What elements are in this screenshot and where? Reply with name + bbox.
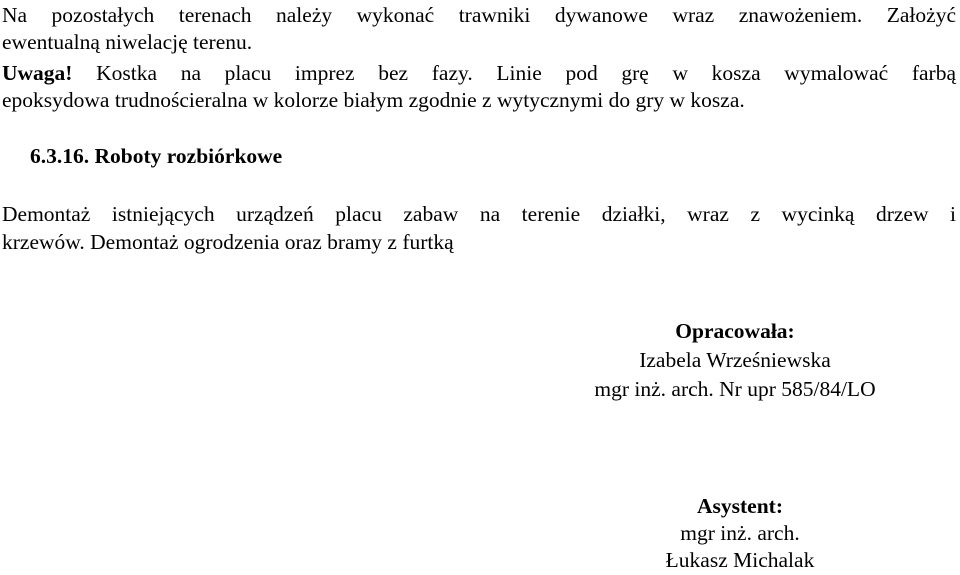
warning-label: Uwaga! — [2, 61, 73, 85]
prepared-by-label: Opracowała: — [675, 319, 795, 343]
paragraph1-line2: ewentualną niwelację terenu. — [2, 30, 253, 54]
prepared-by-credentials: mgr inż. arch. Nr upr 585/84/LO — [594, 377, 876, 401]
paragraph1-line1: Na pozostałych terenach należy wykonać trawniki dywanowe wraz znawożeniem. Założyć — [2, 3, 956, 27]
assistant-label: Asystent: — [697, 494, 783, 518]
prepared-by-name: Izabela Wrześniewska — [639, 348, 831, 372]
section-heading: 6.3.16. Roboty rozbiórkowe — [30, 144, 283, 168]
paragraph2-line2: epoksydowa trudnościeralna w kolorze białym zgodnie z wytycznymi do gry w kosza. — [2, 88, 745, 112]
assistant-name: Łukasz Michalak — [665, 548, 815, 572]
paragraph2-line1-text: Kostka na placu imprez bez fazy. Linie pod grę w kosza wymalować farbą — [72, 61, 956, 85]
paragraph2-line1 — [2, 63, 956, 85]
assistant-title: mgr inż. arch. — [680, 521, 800, 545]
prepared-by-block — [560, 321, 910, 401]
assistant-block — [620, 496, 860, 572]
section-line2: krzewów. Demontaż ogrodzenia oraz bramy z furtką — [2, 230, 454, 254]
section-line1: Demontaż istniejących urządzeń placu zabaw na terenie działki, wraz z wycinką drzew i — [2, 202, 956, 226]
